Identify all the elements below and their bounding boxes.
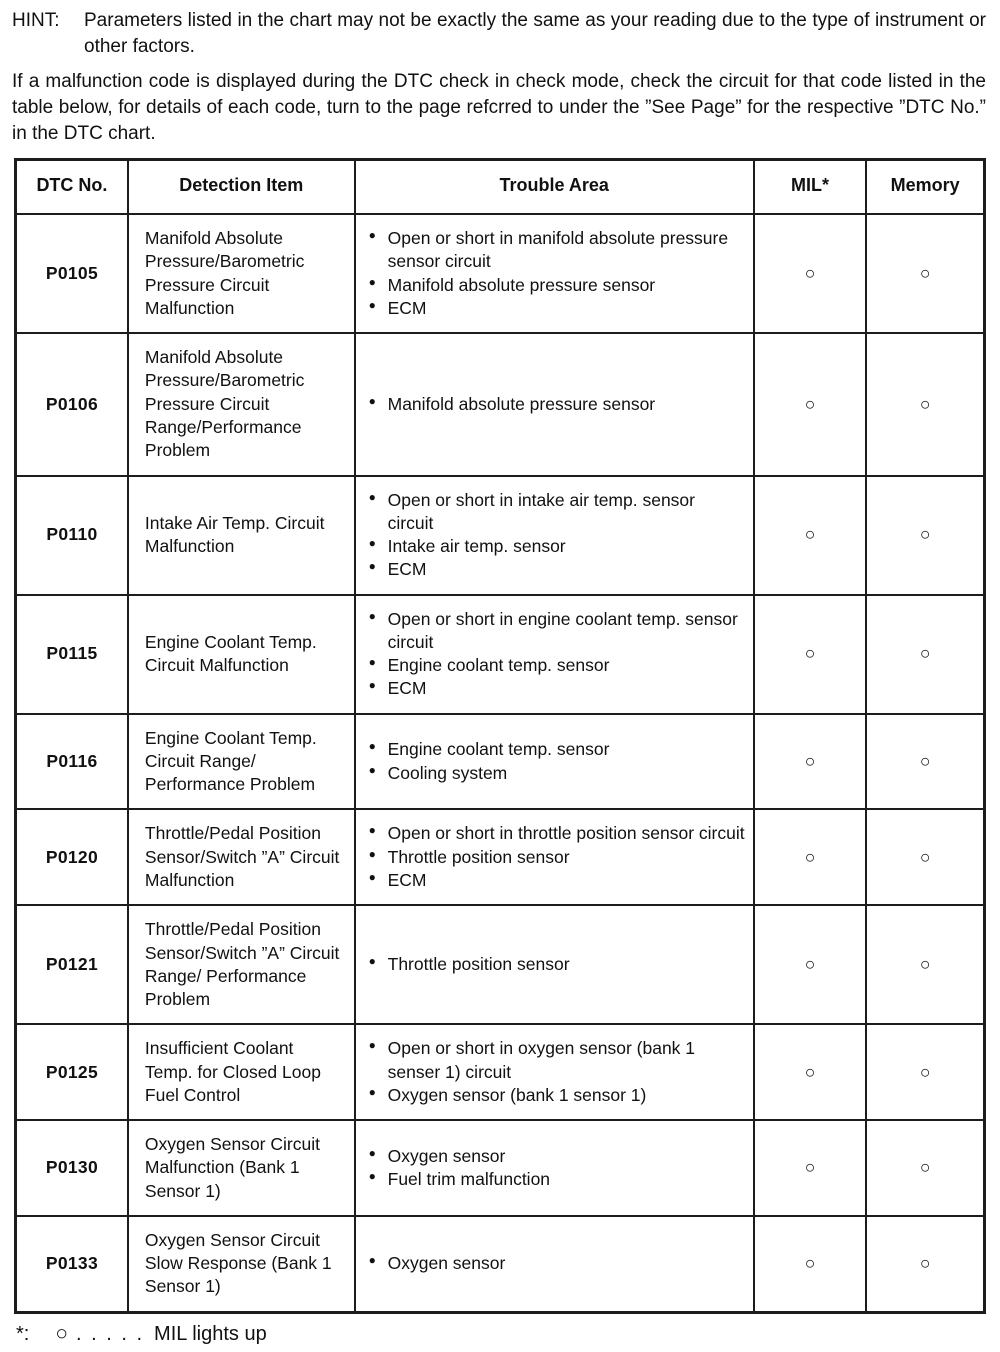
table-row bbox=[16, 595, 985, 714]
trouble-item: ● ECM bbox=[362, 869, 745, 892]
trouble-item: ● Throttle position sensor bbox=[362, 953, 745, 976]
header-mil: MIL* bbox=[754, 160, 866, 214]
detection-item: Manifold Absolute Pressure/Barometric Pressure Circuit Malfunction bbox=[128, 214, 355, 333]
dtc-code: P0116 bbox=[16, 714, 128, 810]
detection-item: Intake Air Temp. Circuit Malfunction bbox=[128, 476, 355, 595]
trouble-item: ● Oxygen sensor bbox=[362, 1252, 745, 1275]
mil-mark: ○ bbox=[754, 1216, 866, 1312]
trouble-item: ● ECM bbox=[362, 677, 745, 700]
memory-mark: ○ bbox=[866, 1216, 984, 1312]
table-row bbox=[16, 1120, 985, 1216]
trouble-item: ● Oxygen sensor (bank 1 sensor 1) bbox=[362, 1084, 745, 1107]
trouble-item: ● ECM bbox=[362, 297, 745, 320]
trouble-item: ● Manifold absolute pressure sensor bbox=[362, 393, 745, 416]
table-row bbox=[16, 214, 985, 333]
trouble-list bbox=[362, 608, 745, 701]
trouble-area bbox=[355, 476, 754, 595]
trouble-area bbox=[355, 1120, 754, 1216]
hint-label: HINT: bbox=[12, 10, 60, 31]
trouble-area bbox=[355, 1024, 754, 1120]
memory-mark: ○ bbox=[866, 595, 984, 714]
trouble-area bbox=[355, 809, 754, 905]
trouble-item: ● Open or short in engine coolant temp. sensor circuit bbox=[362, 608, 745, 655]
trouble-item: ● Open or short in oxygen sensor (bank 1 senser 1) circuit bbox=[362, 1037, 745, 1084]
trouble-item: ● Engine coolant temp. sensor bbox=[362, 654, 745, 677]
mil-mark: ○ bbox=[754, 214, 866, 333]
trouble-list bbox=[362, 1145, 745, 1192]
detection-item: Manifold Absolute Pressure/Barometric Pressure Circuit Range/Performance Problem bbox=[128, 333, 355, 475]
trouble-item: ● Open or short in throttle position sensor circuit bbox=[362, 822, 745, 845]
memory-mark: ○ bbox=[866, 1024, 984, 1120]
trouble-area bbox=[355, 905, 754, 1024]
memory-mark: ○ bbox=[866, 476, 984, 595]
trouble-item: ● Engine coolant temp. sensor bbox=[362, 738, 745, 761]
memory-mark: ○ bbox=[866, 714, 984, 810]
trouble-list bbox=[362, 1252, 745, 1275]
mil-mark: ○ bbox=[754, 333, 866, 475]
hint-text: Parameters listed in the chart may not be exactly the same as your reading due to the type of instrument or other factors. bbox=[84, 10, 986, 57]
trouble-list bbox=[362, 738, 745, 785]
memory-mark: ○ bbox=[866, 333, 984, 475]
trouble-area bbox=[355, 1216, 754, 1312]
mil-mark: ○ bbox=[754, 809, 866, 905]
detection-item: Oxygen Sensor Circuit Malfunction (Bank 1 Sensor 1) bbox=[128, 1120, 355, 1216]
trouble-list bbox=[362, 227, 745, 320]
memory-mark: ○ bbox=[866, 905, 984, 1024]
footnote bbox=[12, 1322, 986, 1346]
header-dtc-no: DTC No. bbox=[16, 160, 128, 214]
trouble-area bbox=[355, 714, 754, 810]
table-row bbox=[16, 1024, 985, 1120]
trouble-list bbox=[362, 393, 745, 416]
dtc-code: P0105 bbox=[16, 214, 128, 333]
mil-mark: ○ bbox=[754, 714, 866, 810]
detection-item: Throttle/Pedal Position Sensor/Switch ”A” Circuit Malfunction bbox=[128, 809, 355, 905]
table-row bbox=[16, 809, 985, 905]
trouble-item: ● ECM bbox=[362, 558, 745, 581]
mil-mark: ○ bbox=[754, 1120, 866, 1216]
memory-mark: ○ bbox=[866, 809, 984, 905]
trouble-item: ● Throttle position sensor bbox=[362, 846, 745, 869]
trouble-item: ● Manifold absolute pressure sensor bbox=[362, 274, 745, 297]
dtc-table bbox=[14, 158, 986, 1314]
mil-mark: ○ bbox=[754, 1024, 866, 1120]
header-detection-item: Detection Item bbox=[128, 160, 355, 214]
trouble-list bbox=[362, 953, 745, 976]
footnote-text: MIL lights up bbox=[154, 1322, 267, 1345]
detection-item: Insufficient Coolant Temp. for Closed Loop Fuel Control bbox=[128, 1024, 355, 1120]
trouble-item: ● Intake air temp. sensor bbox=[362, 535, 745, 558]
trouble-area bbox=[355, 333, 754, 475]
table-row bbox=[16, 905, 985, 1024]
detection-item: Engine Coolant Temp. Circuit Range/ Performance Problem bbox=[128, 714, 355, 810]
mil-mark: ○ bbox=[754, 476, 866, 595]
dtc-code: P0130 bbox=[16, 1120, 128, 1216]
trouble-list bbox=[362, 822, 745, 892]
trouble-item: ● Oxygen sensor bbox=[362, 1145, 745, 1168]
trouble-item: ● Open or short in manifold absolute pressure sensor circuit bbox=[362, 227, 745, 274]
dtc-code: P0121 bbox=[16, 905, 128, 1024]
mil-mark: ○ bbox=[754, 595, 866, 714]
detection-item: Engine Coolant Temp. Circuit Malfunction bbox=[128, 595, 355, 714]
mil-circle-icon: ○ bbox=[55, 1321, 69, 1345]
trouble-list bbox=[362, 1037, 745, 1107]
table-header-row bbox=[16, 160, 985, 214]
header-memory: Memory bbox=[866, 160, 984, 214]
dtc-code: P0125 bbox=[16, 1024, 128, 1120]
memory-mark: ○ bbox=[866, 1120, 984, 1216]
trouble-list bbox=[362, 489, 745, 582]
dtc-code: P0115 bbox=[16, 595, 128, 714]
trouble-item: ● Fuel trim malfunction bbox=[362, 1168, 745, 1191]
footnote-dots: . . . . . bbox=[76, 1322, 145, 1345]
detection-item: Oxygen Sensor Circuit Slow Response (Bank 1 Sensor 1) bbox=[128, 1216, 355, 1312]
table-row bbox=[16, 476, 985, 595]
mil-mark: ○ bbox=[754, 905, 866, 1024]
trouble-area bbox=[355, 595, 754, 714]
table-row bbox=[16, 714, 985, 810]
table-row bbox=[16, 1216, 985, 1312]
dtc-code: P0110 bbox=[16, 476, 128, 595]
trouble-item: ● Cooling system bbox=[362, 762, 745, 785]
trouble-area bbox=[355, 214, 754, 333]
dtc-code: P0106 bbox=[16, 333, 128, 475]
header-trouble-area: Trouble Area bbox=[355, 160, 754, 214]
table-row bbox=[16, 333, 985, 475]
intro-paragraph: If a malfunction code is displayed during the DTC check in check mode, check the circuit for that code listed in the table below, for details of each code, turn to the page refcrred to under the ”See Page” for the respective ”DTC No.” in the DTC chart. bbox=[12, 71, 986, 144]
detection-item: Throttle/Pedal Position Sensor/Switch ”A” Circuit Range/ Performance Problem bbox=[128, 905, 355, 1024]
dtc-code: P0120 bbox=[16, 809, 128, 905]
trouble-item: ● Open or short in intake air temp. sensor circuit bbox=[362, 489, 745, 536]
hint-block bbox=[12, 8, 986, 59]
memory-mark: ○ bbox=[866, 214, 984, 333]
footnote-asterisk: *: bbox=[16, 1322, 30, 1345]
dtc-code: P0133 bbox=[16, 1216, 128, 1312]
